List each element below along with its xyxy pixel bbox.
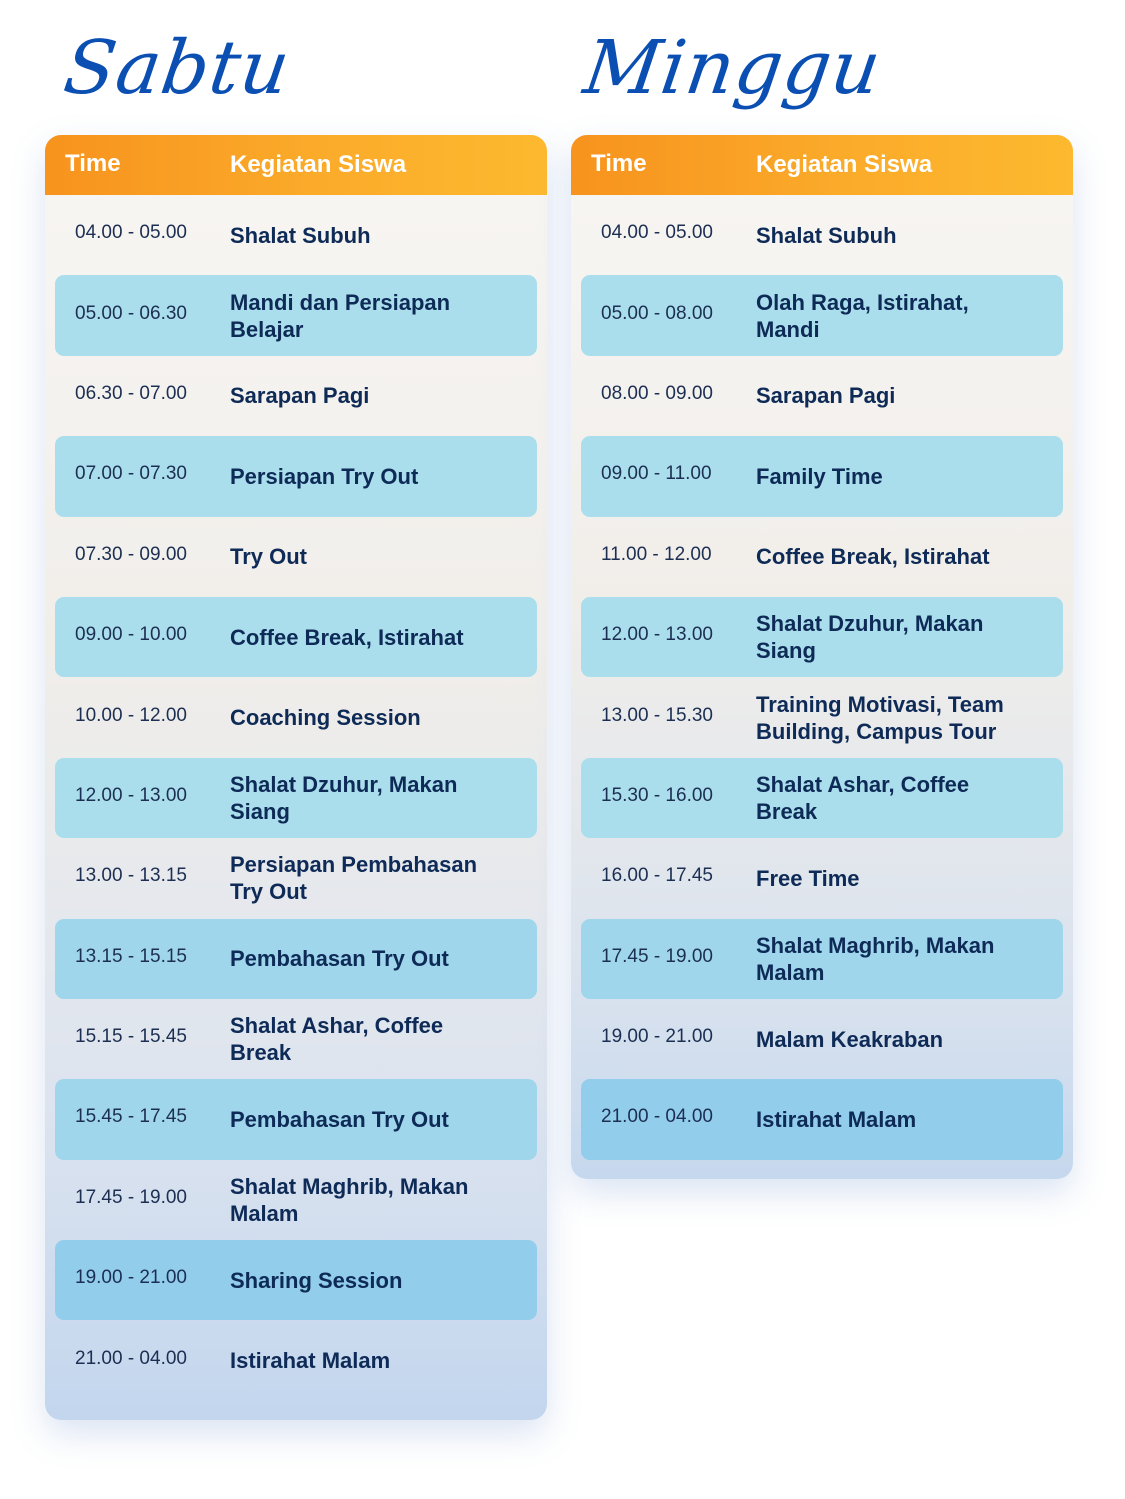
row-time: 08.00 - 09.00: [601, 382, 713, 404]
row-activity: Shalat Subuh: [756, 222, 897, 248]
row-time: 12.00 - 13.00: [75, 784, 187, 806]
table-header: [571, 135, 1073, 195]
table-row: [55, 517, 537, 597]
table-row: [55, 1160, 537, 1240]
row-time: 16.00 - 17.45: [601, 865, 713, 887]
row-activity: Pembahasan Try Out: [230, 1106, 449, 1132]
row-time: 04.00 - 05.00: [75, 222, 187, 244]
row-time: 04.00 - 05.00: [601, 222, 713, 244]
row-time: 09.00 - 11.00: [601, 463, 712, 485]
table-row: [581, 1079, 1063, 1159]
row-activity: Training Motivasi, Team Building, Campus Tour: [756, 691, 1004, 744]
row-activity: Mandi dan Persiapan Belajar: [230, 289, 451, 342]
table-row: [581, 436, 1063, 516]
table-row: [55, 356, 537, 436]
table-row: [55, 999, 537, 1079]
row-activity: Sarapan Pagi: [230, 383, 370, 409]
row-activity: Family Time: [756, 463, 883, 489]
table-row: [55, 838, 537, 918]
row-activity: Persiapan Pembahasan Try Out: [230, 852, 478, 905]
table-row: [581, 677, 1063, 757]
table-row: [55, 597, 537, 677]
row-time: 17.45 - 19.00: [75, 1186, 187, 1208]
row-time: 05.00 - 06.30: [75, 302, 187, 324]
header-activity: Kegiatan Siswa: [756, 151, 933, 178]
schedule-card-minggu: [571, 135, 1073, 1179]
day-title-sabtu: Sabtu: [58, 25, 296, 111]
table-row: [581, 356, 1063, 436]
row-activity: Shalat Ashar, Coffee Break: [230, 1013, 444, 1066]
row-time: 11.00 - 12.00: [601, 543, 712, 565]
row-activity: Try Out: [230, 544, 308, 570]
day-title-minggu: Minggu: [578, 25, 887, 111]
table-row: [581, 758, 1063, 838]
row-time: 13.00 - 13.15: [75, 865, 187, 887]
table-row: [55, 436, 537, 516]
row-activity: Coaching Session: [230, 705, 421, 731]
row-time: 15.15 - 15.45: [75, 1026, 187, 1048]
table-row: [581, 597, 1063, 677]
row-activity: Olah Raga, Istirahat, Mandi: [756, 289, 969, 342]
row-time: 21.00 - 04.00: [75, 1347, 187, 1369]
row-activity: Shalat Maghrib, Makan Malam: [756, 932, 995, 985]
row-activity: Coffee Break, Istirahat: [230, 624, 464, 650]
header-activity: Kegiatan Siswa: [230, 151, 407, 178]
table-header: [45, 135, 547, 195]
table-row: [55, 275, 537, 355]
row-activity: Coffee Break, Istirahat: [756, 544, 990, 570]
table-row: [55, 1079, 537, 1159]
row-time: 21.00 - 04.00: [601, 1106, 713, 1128]
row-time: 05.00 - 08.00: [601, 302, 713, 324]
row-time: 15.45 - 17.45: [75, 1106, 187, 1128]
row-activity: Istirahat Malam: [756, 1106, 917, 1132]
table-row: [581, 517, 1063, 597]
header-time: Time: [65, 150, 121, 177]
row-time: 07.00 - 07.30: [75, 463, 187, 485]
row-time: 15.30 - 16.00: [601, 784, 713, 806]
table-row: [55, 1320, 537, 1400]
row-time: 19.00 - 21.00: [601, 1026, 713, 1048]
table-row: [581, 195, 1063, 275]
row-time: 07.30 - 09.00: [75, 543, 187, 565]
row-time: 06.30 - 07.00: [75, 382, 187, 404]
row-time: 12.00 - 13.00: [601, 624, 713, 646]
table-row: [55, 1240, 537, 1320]
table-row: [55, 195, 537, 275]
row-activity: Shalat Dzuhur, Makan Siang: [230, 771, 458, 824]
table-row: [55, 919, 537, 999]
table-row: [581, 999, 1063, 1079]
row-activity: Shalat Subuh: [230, 222, 371, 248]
header-time: Time: [591, 150, 647, 177]
row-activity: Sarapan Pagi: [756, 383, 896, 409]
row-activity: Malam Keakraban: [756, 1026, 944, 1052]
schedule-rows: [571, 195, 1073, 1160]
row-time: 13.15 - 15.15: [75, 945, 187, 967]
row-activity: Shalat Dzuhur, Makan Siang: [756, 611, 984, 664]
row-time: 19.00 - 21.00: [75, 1267, 187, 1289]
row-time: 17.45 - 19.00: [601, 945, 713, 967]
row-activity: Shalat Maghrib, Makan Malam: [230, 1173, 469, 1226]
row-activity: Istirahat Malam: [230, 1348, 391, 1374]
row-activity: Persiapan Try Out: [230, 463, 419, 489]
row-activity: Pembahasan Try Out: [230, 946, 449, 972]
table-row: [55, 677, 537, 757]
row-activity: Sharing Session: [230, 1267, 403, 1293]
table-row: [581, 919, 1063, 999]
row-activity: Free Time: [756, 865, 860, 891]
schedule-card-sabtu: [45, 135, 547, 1420]
row-time: 13.00 - 15.30: [601, 704, 713, 726]
row-activity: Shalat Ashar, Coffee Break: [756, 771, 970, 824]
schedule-rows: [45, 195, 547, 1401]
table-row: [581, 838, 1063, 918]
table-row: [55, 758, 537, 838]
row-time: 09.00 - 10.00: [75, 624, 187, 646]
row-time: 10.00 - 12.00: [75, 704, 187, 726]
table-row: [581, 275, 1063, 355]
